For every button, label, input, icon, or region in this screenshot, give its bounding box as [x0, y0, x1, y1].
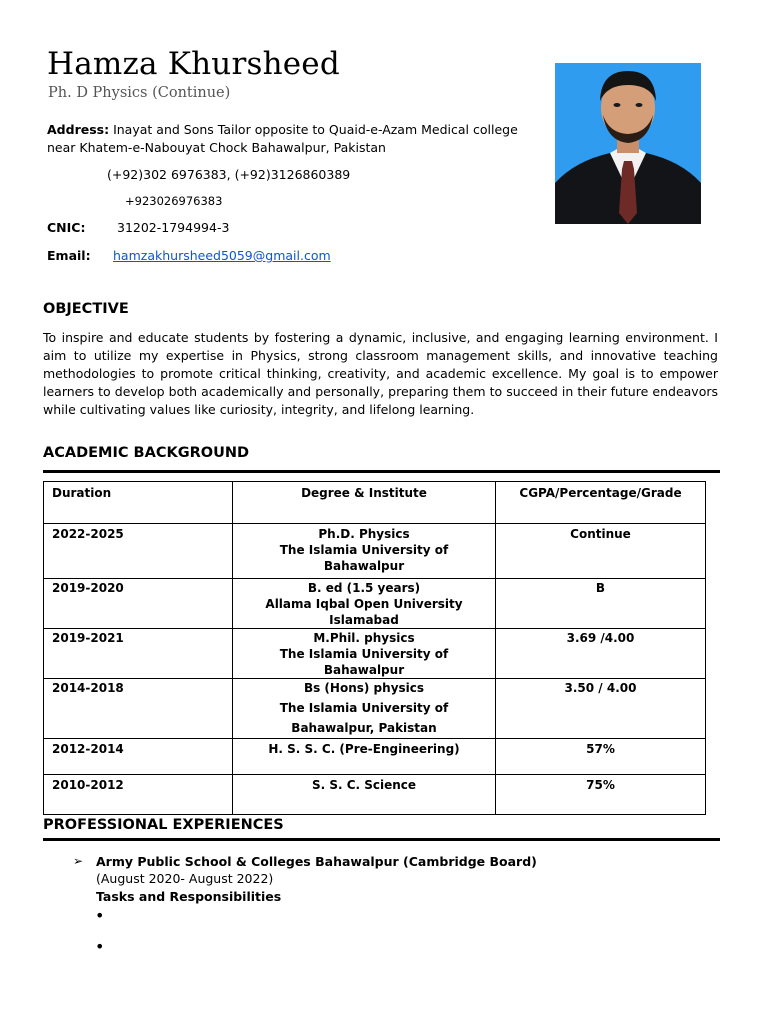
table-row: [44, 679, 706, 739]
table-row: [44, 524, 706, 579]
objective-heading: OBJECTIVE: [43, 301, 129, 317]
degree-name: M.Phil. physics: [313, 631, 415, 645]
degree-cell: [233, 524, 496, 579]
experience-divider: [43, 838, 720, 841]
degree-name: B. ed (1.5 years): [307, 581, 421, 595]
arrow-bullet-icon: ➢: [73, 854, 84, 868]
employer-name: Army Public School & Colleges Bahawalpur (Cambridge Board): [96, 854, 537, 869]
table-row: [44, 739, 706, 775]
academic-heading: ACADEMIC BACKGROUND: [43, 445, 250, 461]
degree-cell: [233, 775, 496, 815]
portrait-illustration: [555, 63, 701, 224]
institute-city: Bahawalpur, Pakistan: [291, 721, 437, 735]
address-line-2: near Khatem-e-Nabouyat Chock Bahawalpur, Pakistan: [47, 140, 386, 155]
grade-cell: B: [496, 579, 706, 629]
employment-period: (August 2020- August 2022): [96, 871, 274, 886]
academic-table: [43, 481, 706, 815]
phone-secondary: +923026976383: [125, 194, 223, 208]
grade-cell: 3.69 /4.00: [496, 629, 706, 679]
grade-cell: Continue: [496, 524, 706, 579]
institute-city: Bahawalpur: [323, 663, 405, 677]
email-link[interactable]: hamzakhursheed5059@gmail.com: [113, 248, 331, 263]
degree-name: S. S. C. Science: [311, 778, 417, 792]
institute-city: Bahawalpur: [323, 559, 405, 573]
duration-cell: 2019-2021: [44, 629, 233, 679]
objective-text: To inspire and educate students by fostering a dynamic, inclusive, and engaging learning environment. I aim to utilize my expertise in Physics, strong classroom management skills, and innovative teaching methodologies to promote critical thinking, creativity, and academic excellence. My goal is to empower learners to develop both academically and personally, preparing them to succeed in their future endeavors while cultivating values like curiosity, integrity, and lifelong learning.: [43, 330, 718, 417]
email-label: Email:: [47, 248, 91, 263]
phone-numbers: (+92)302 6976383, (+92)3126860389: [107, 167, 351, 182]
institute-name: Allama Iqbal Open University Islamabad: [265, 597, 463, 627]
duration-cell: 2022-2025: [44, 524, 233, 579]
table-row: [44, 775, 706, 815]
table-row: [44, 579, 706, 629]
candidate-name: Hamza Khursheed: [47, 46, 340, 82]
institute-name: The Islamia University of: [279, 543, 449, 557]
address-label: Address:: [47, 122, 110, 137]
degree-cell: [233, 679, 496, 739]
header-grade: CGPA/Percentage/Grade: [496, 482, 706, 524]
degree-cell: [233, 629, 496, 679]
cnic-value: 31202-1794994-3: [117, 220, 230, 235]
candidate-subtitle: Ph. D Physics (Continue): [48, 85, 231, 101]
academic-divider: [43, 470, 720, 473]
task-bullet-2: •: [95, 937, 105, 956]
degree-cell: [233, 579, 496, 629]
grade-cell: 75%: [496, 775, 706, 815]
institute-name: The Islamia University of: [279, 701, 449, 715]
address-line-1: [47, 121, 518, 139]
experience-heading: PROFESSIONAL EXPERIENCES: [43, 817, 284, 833]
tasks-label: Tasks and Responsibilities: [96, 889, 282, 904]
grade-cell: 57%: [496, 739, 706, 775]
degree-name: Ph.D. Physics: [318, 527, 410, 541]
table-header-row: [44, 482, 706, 524]
task-bullet-1: •: [95, 906, 105, 925]
degree-name: H. S. S. C. (Pre-Engineering): [268, 742, 460, 756]
duration-cell: 2019-2020: [44, 579, 233, 629]
cnic-label: CNIC:: [47, 220, 86, 235]
profile-photo: [555, 63, 701, 224]
grade-cell: 3.50 / 4.00: [496, 679, 706, 739]
header-degree: Degree & Institute: [233, 482, 496, 524]
table-row: [44, 629, 706, 679]
degree-cell: [233, 739, 496, 775]
header-duration: Duration: [44, 482, 233, 524]
degree-name: Bs (Hons) physics: [303, 681, 425, 695]
duration-cell: 2012-2014: [44, 739, 233, 775]
duration-cell: 2014-2018: [44, 679, 233, 739]
address-text: Inayat and Sons Tailor opposite to Quaid-e-Azam Medical college: [113, 122, 518, 137]
duration-cell: 2010-2012: [44, 775, 233, 815]
institute-name: The Islamia University of: [279, 647, 449, 661]
